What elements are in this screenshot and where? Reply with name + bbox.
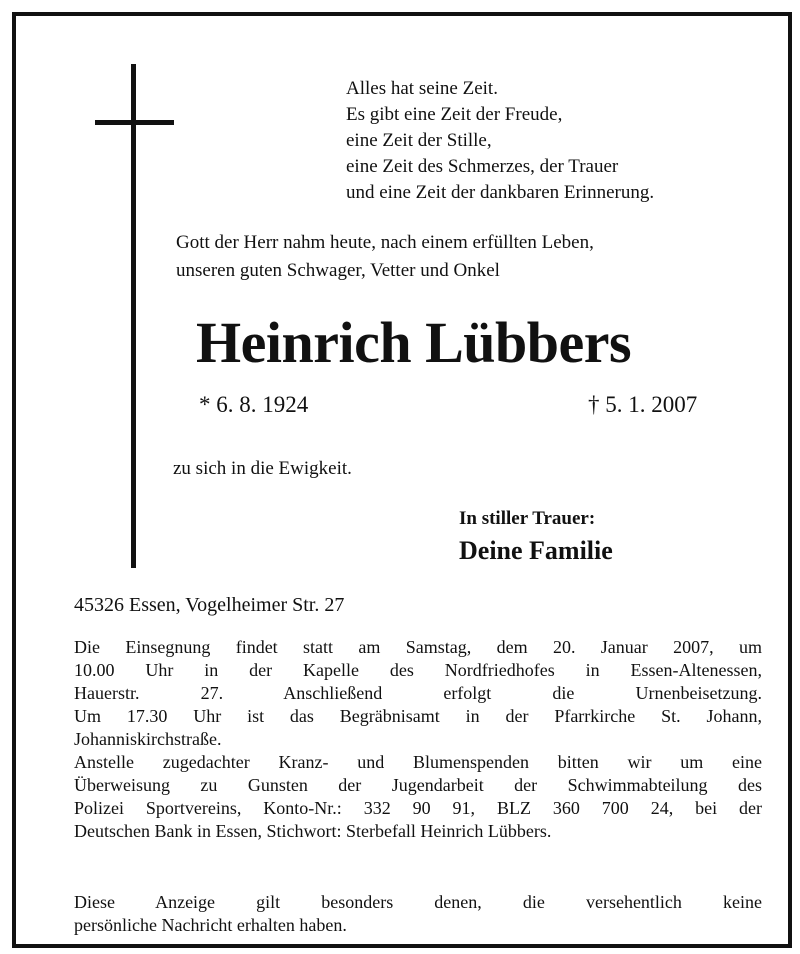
- funeral-paragraph: [74, 636, 762, 843]
- cross-icon-vertical: [131, 64, 136, 568]
- obituary-frame: [12, 12, 792, 948]
- closing-paragraph: [74, 891, 762, 937]
- paragraph-line: Überweisung zu Gunsten der Jugendarbeit der Schwimmabteilung des: [74, 775, 762, 795]
- eternity-text: zu sich in die Ewigkeit.: [173, 458, 352, 479]
- cross-icon-horizontal: [95, 120, 174, 125]
- paragraph-line: Anstelle zugedachter Kranz- und Blumenspenden bitten wir um eine: [74, 752, 762, 772]
- deceased-name: Heinrich Lübbers: [196, 310, 632, 375]
- poem-line: Alles hat seine Zeit.: [346, 78, 498, 99]
- paragraph-line: Johanniskirchstraße.: [74, 729, 222, 749]
- intro-text: [176, 229, 594, 285]
- address: 45326 Essen, Vogelheimer Str. 27: [74, 594, 345, 616]
- family-signature: Deine Familie: [459, 536, 613, 565]
- intro-line: Gott der Herr nahm heute, nach einem erfüllten Leben,: [176, 232, 594, 253]
- paragraph-line: Deutschen Bank in Essen, Stichwort: Sterbefall Heinrich Lübbers.: [74, 821, 552, 841]
- poem-line: eine Zeit der Stille,: [346, 130, 492, 151]
- paragraph-line: Diese Anzeige gilt besonders denen, die versehentlich keine: [74, 892, 762, 912]
- paragraph-line: Hauerstr. 27. Anschließend erfolgt die Urnenbeisetzung.: [74, 683, 762, 703]
- intro-line: unseren guten Schwager, Vetter und Onkel: [176, 260, 500, 281]
- paragraph-line: 10.00 Uhr in der Kapelle des Nordfriedhofes in Essen-Altenessen,: [74, 660, 762, 680]
- paragraph-line: Polizei Sportvereins, Konto-Nr.: 332 90 91, BLZ 360 700 24, bei der: [74, 798, 762, 818]
- poem-line: und eine Zeit der dankbaren Erinnerung.: [346, 182, 655, 203]
- mourning-label: In stiller Trauer:: [459, 508, 596, 529]
- paragraph-line: persönliche Nachricht erhalten haben.: [74, 915, 347, 935]
- poem-line: eine Zeit des Schmerzes, der Trauer: [346, 156, 619, 177]
- birth-date: * 6. 8. 1924: [199, 392, 309, 417]
- paragraph-line: Um 17.30 Uhr ist das Begräbnisamt in der Pfarrkirche St. Johann,: [74, 706, 762, 726]
- death-date: † 5. 1. 2007: [588, 392, 698, 417]
- poem-line: Es gibt eine Zeit der Freude,: [346, 104, 563, 125]
- paragraph-line: Die Einsegnung findet statt am Samstag, dem 20. Januar 2007, um: [74, 637, 762, 657]
- poem: [346, 76, 654, 206]
